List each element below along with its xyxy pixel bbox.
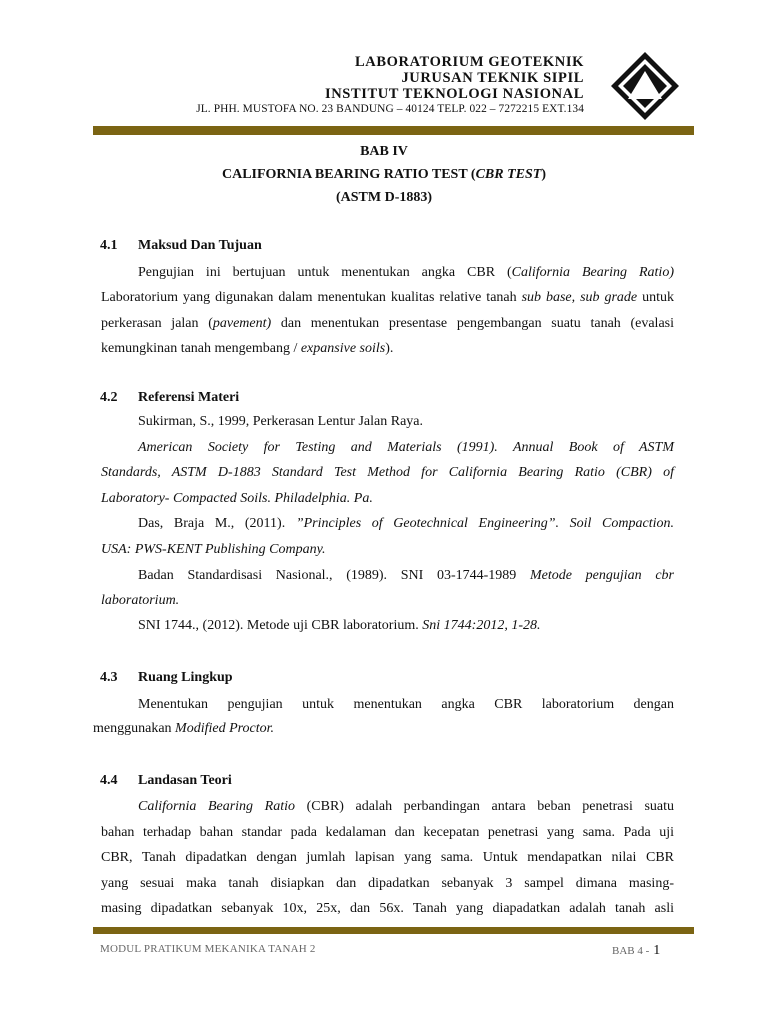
lab-name: LABORATORIUM GEOTEKNIK — [355, 54, 584, 70]
section-title: Maksud Dan Tujuan — [138, 238, 262, 253]
section-paragraph: California Bearing Ratio (CBR) adalah perbandingan antara beban penetrasi suatu — [138, 799, 674, 814]
footer-chapter: BAB 4 - — [612, 945, 650, 957]
section-paragraph: menggunakan Modified Proctor. — [93, 721, 275, 736]
section-paragraph: Menentukan pengujian untuk menentukan angka CBR laboratorium dengan — [138, 697, 674, 712]
footer-module-name: MODUL PRATIKUM MEKANIKA TANAH 2 — [100, 943, 316, 955]
department-name: JURUSAN TEKNIK SIPIL — [401, 70, 584, 86]
chapter-standard: (ASTM D-1883) — [335, 190, 433, 205]
footer-rule — [93, 927, 694, 934]
reference-item: SNI 1744., (2012). Metode uji CBR laboratorium. Sni 1744:2012, 1-28. — [138, 618, 541, 633]
section-paragraph: masing dipadatkan sebanyak 10x, 25x, dan 56x. Tanah yang diapadatkan adalah tanah asli — [101, 901, 674, 916]
chapter-number: BAB IV — [360, 144, 408, 159]
reference-item: USA: PWS-KENT Publishing Company. — [101, 542, 326, 557]
chapter-title: CALIFORNIA BEARING RATIO TEST (CBR TEST) — [221, 167, 547, 182]
reference-item: Das, Braja M., (2011). ”Principles of Geotechnical Engineering”. Soil Compaction. — [138, 516, 674, 531]
section-number: 4.2 — [100, 390, 118, 405]
section-paragraph: bahan terhadap bahan standar pada kedalaman dan kecepatan penetrasi yang sama. Pada uji — [101, 825, 674, 840]
page-number: 1 — [653, 943, 661, 958]
section-number: 4.1 — [100, 238, 118, 253]
reference-item: Laboratory- Compacted Soils. Philadelphia. Pa. — [101, 491, 373, 506]
footer-page — [612, 943, 660, 959]
reference-item: Badan Standardisasi Nasional., (1989). SNI 03-1744-1989 Metode pengujian cbr — [138, 568, 674, 583]
section-paragraph: yang sesuai maka tanah disiapkan dan dipadatkan sebanyak 3 sampel dimana masing- — [101, 876, 674, 891]
header-rule — [93, 126, 694, 135]
section-number: 4.4 — [100, 773, 118, 788]
section-paragraph: Pengujian ini bertujuan untuk menentukan angka CBR (California Bearing Ratio) Laboratorium yang digunakan dalam menentukan kualitas relative tanah sub base, sub grade untuk perkerasan jalan (pavement) dan menentukan presentase pengembangan suatu tanah (evalasi kemungkinan tanah mengembang / expansive soils). — [101, 265, 674, 356]
address: JL. PHH. MUSTOFA NO. 23 BANDUNG – 40124 TELP. 022 – 7272215 EXT.134 — [196, 103, 584, 115]
reference-item: American Society for Testing and Materials (1991). Annual Book of ASTM — [138, 440, 674, 455]
section-title: Referensi Materi — [138, 390, 240, 405]
section-title: Landasan Teori — [138, 773, 232, 788]
section-paragraph: CBR, Tanah dipadatkan dengan jumlah lapisan yang sama. Untuk mendapatkan nilai CBR — [101, 850, 674, 865]
triangle-diamond-logo-icon — [609, 50, 681, 122]
reference-item: Sukirman, S., 1999, Perkerasan Lentur Jalan Raya. — [138, 414, 423, 429]
reference-item: Standards, ASTM D-1883 Standard Test Method for California Bearing Ratio (CBR) of — [101, 465, 674, 480]
letterhead-text — [196, 54, 584, 116]
section-number: 4.3 — [100, 670, 118, 685]
institute-name: INSTITUT TEKNOLOGI NASIONAL — [324, 86, 584, 102]
letterhead — [0, 0, 768, 140]
reference-item: laboratorium. — [101, 593, 180, 608]
section-title: Ruang Lingkup — [138, 670, 233, 685]
